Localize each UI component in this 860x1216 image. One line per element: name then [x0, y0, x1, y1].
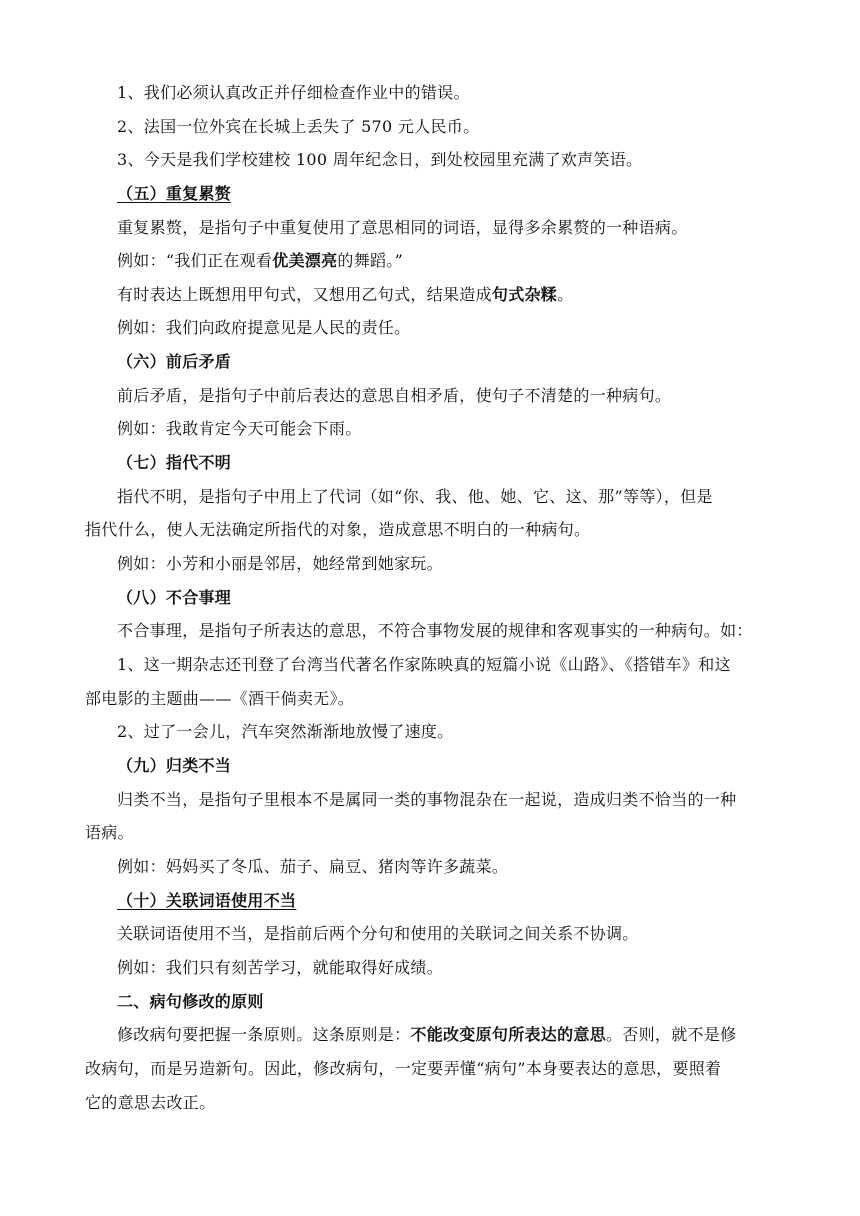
paragraph: 前后矛盾，是指句子中前后表达的意思自相矛盾，使句子不清楚的一种病句。	[117, 386, 672, 405]
section-heading: （六）前后矛盾	[117, 352, 232, 371]
list-item: 3、今天是我们学校建校 100 周年纪念日，到处校园里充满了欢声笑语。	[117, 150, 643, 169]
paragraph-continuation: 指代什么，使人无法确定所指代的对象，造成意思不明白的一种病句。	[85, 520, 591, 539]
emphasis-text: 不能改变原句所表达的意思	[410, 1025, 607, 1044]
example-line: 例如：妈妈买了冬瓜、茄子、扁豆、猪肉等许多蔬菜。	[117, 857, 509, 876]
example-line: 例如：小芳和小丽是邻居，她经常到她家玩。	[117, 554, 444, 573]
section-heading: （九）归类不当	[117, 756, 232, 775]
paragraph: 归类不当，是指句子里根本不是属同一类的事物混杂在一起说，造成归类不恰当的一种	[117, 790, 737, 809]
text-run: 例如：“我们正在观看	[117, 251, 273, 270]
paragraph-continuation: 部电影的主题曲——《酒干倘卖无》。	[85, 689, 355, 708]
list-item: 1、这一期杂志还刊登了台湾当代著名作家陈映真的短篇小说《山路》、《搭错车》和这	[117, 655, 731, 674]
paragraph: 重复累赘，是指句子中重复使用了意思相同的词语，显得多余累赘的一种语病。	[117, 218, 688, 237]
example-line: 例如：我们向政府提意见是人民的责任。	[117, 318, 411, 337]
paragraph	[117, 285, 817, 305]
paragraph	[117, 1025, 817, 1045]
text-run: 修改病句要把握一条原则。这条原则是：	[117, 1025, 411, 1044]
text-run: 。否则，就不是修	[606, 1025, 737, 1044]
paragraph-continuation: 改病句，而是另造新句。因此，修改病句，一定要弄懂“病句”本身要表达的意思，要照着	[85, 1059, 722, 1078]
paragraph: 不合事理，是指句子所表达的意思，不符合事物发展的规律和客观事实的一种病句。如：	[117, 621, 753, 640]
example-line: 例如：我们只有刻苦学习，就能取得好成绩。	[117, 958, 444, 977]
paragraph-continuation: 它的意思去改正。	[85, 1093, 216, 1112]
example-line: 例如：我敢肯定今天可能会下雨。	[117, 419, 362, 438]
example-line	[117, 251, 817, 271]
section-heading: （八）不合事理	[117, 588, 232, 607]
emphasis-text: 句式杂糅	[491, 285, 558, 304]
text-run: 有时表达上既想用甲句式，又想用乙句式，结果造成	[117, 285, 492, 304]
paragraph: 关联词语使用不当，是指前后两个分句和使用的关联词之间关系不协调。	[117, 924, 639, 943]
list-item: 2、过了一会儿，汽车突然渐渐地放慢了速度。	[117, 722, 454, 741]
list-item: 1、我们必须认真改正并仔细检查作业中的错误。	[117, 83, 470, 102]
section-heading: 二、病句修改的原则	[117, 992, 264, 1011]
text-run: 。	[557, 285, 574, 304]
emphasis-text: 优美漂亮	[272, 251, 338, 270]
section-heading: （十）关联词语使用不当	[117, 891, 297, 910]
paragraph-continuation: 语病。	[85, 823, 134, 842]
section-heading: （七）指代不明	[117, 453, 232, 472]
list-item: 2、法国一位外宾在长城上丢失了 570 元人民币。	[117, 117, 480, 136]
section-heading: （五）重复累赘	[117, 184, 232, 203]
text-run: 的舞蹈。”	[337, 251, 404, 270]
paragraph: 指代不明，是指句子中用上了代词（如“你、我、他、她、它、这、那”等等），但是	[117, 487, 713, 506]
